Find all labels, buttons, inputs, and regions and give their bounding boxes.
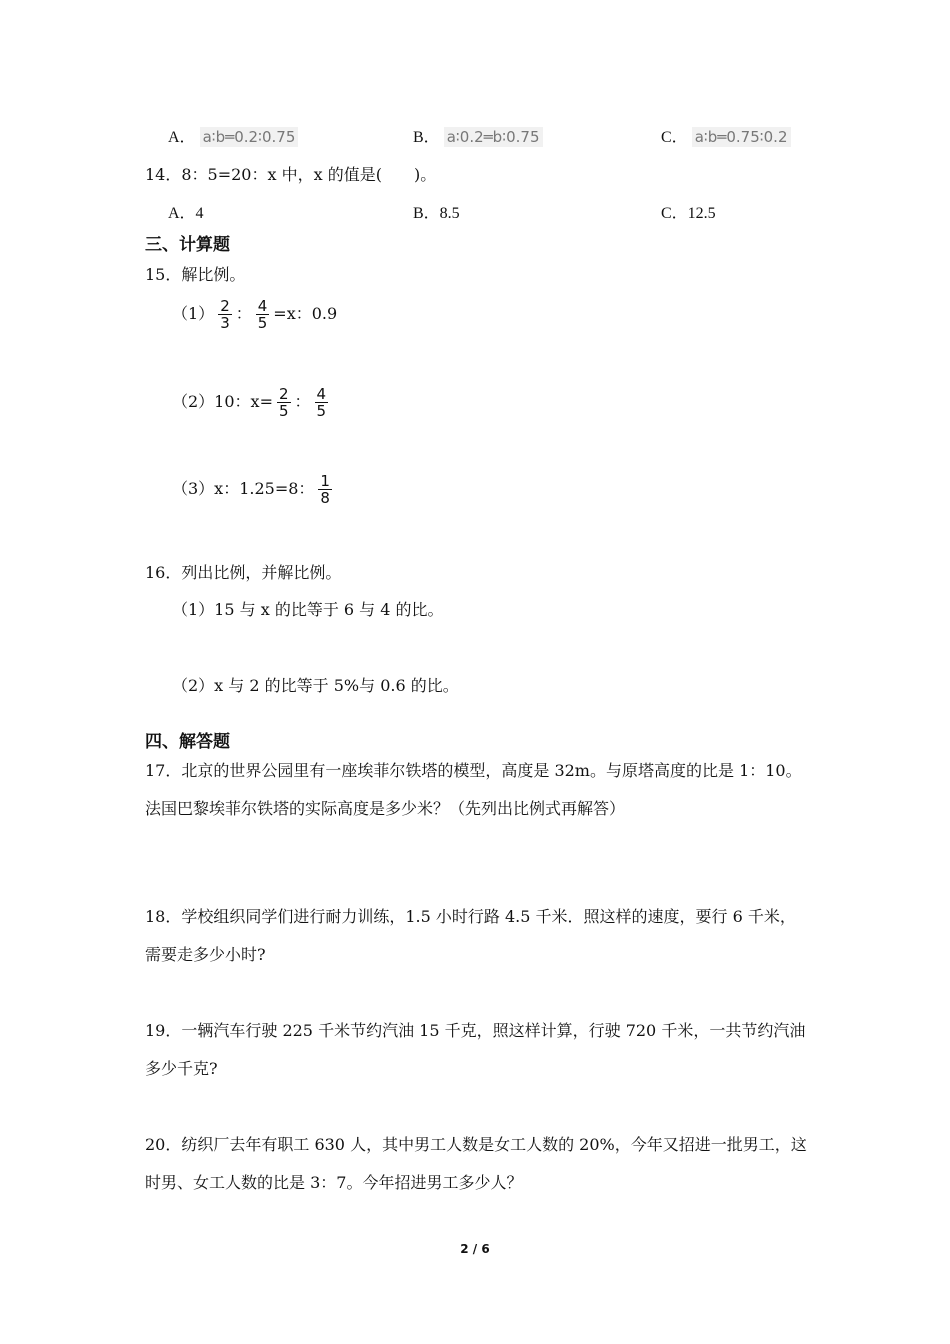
q13-option-c bbox=[661, 124, 791, 147]
fraction bbox=[218, 298, 232, 331]
q15-part-1 bbox=[172, 298, 337, 331]
numerator: 4 bbox=[257, 297, 268, 315]
numerator: 1 bbox=[320, 472, 330, 490]
denominator: 8 bbox=[320, 489, 330, 507]
denominator: 5 bbox=[316, 402, 327, 420]
q13-option-a bbox=[168, 124, 298, 147]
equation-tail: =x：0.9 bbox=[273, 304, 338, 323]
fraction bbox=[256, 298, 270, 331]
option-letter: A． bbox=[168, 129, 196, 146]
page-number: 2 / 6 bbox=[460, 1242, 490, 1256]
option-letter: C． bbox=[661, 129, 688, 146]
denominator: 5 bbox=[278, 402, 289, 420]
q17-text: 17．北京的世界公园里有一座埃菲尔铁塔的模型，高度是 32m。与原塔高度的比是 1：10。法国巴黎埃菲尔铁塔的实际高度是多少米？（先列出比例式再解答） bbox=[145, 761, 802, 818]
part-label: （2）10：x= bbox=[172, 392, 273, 411]
denominator: 5 bbox=[257, 314, 268, 332]
q16-part-1: （1）15 与 x 的比等于 6 与 4 的比。 bbox=[172, 600, 444, 619]
part-label: （3）x：1.25=8： bbox=[172, 479, 315, 498]
q14-option-a: A．4 bbox=[168, 205, 204, 222]
q13-option-b bbox=[413, 124, 543, 147]
option-letter: B． bbox=[413, 129, 440, 146]
q14-option-b: B．8.5 bbox=[413, 205, 460, 222]
formula-image: a∶b═0.2∶0.75 bbox=[200, 127, 299, 147]
ratio-sign: ： bbox=[235, 304, 252, 323]
numerator: 2 bbox=[220, 297, 230, 315]
q20-text: 20．纺织厂去年有职工 630 人，其中男工人数是女工人数的 20%，今年又招进一批男工，这时男、女工人数的比是 3：7。今年招进男工多少人？ bbox=[145, 1135, 807, 1192]
fraction bbox=[277, 386, 291, 419]
q14-option-c: C．12.5 bbox=[661, 205, 716, 222]
numerator: 4 bbox=[316, 385, 327, 403]
fraction bbox=[318, 473, 332, 506]
denominator: 3 bbox=[220, 314, 230, 332]
q19-text: 19．一辆汽车行驶 225 千米节约汽油 15 千克，照这样计算，行驶 720 千米，一共节约汽油多少千克? bbox=[145, 1021, 806, 1078]
q18-text: 18．学校组织同学们进行耐力训练，1.5 小时行路 4.5 千米．照这样的速度，要行 6 千米，需要走多少小时? bbox=[145, 907, 796, 964]
q16-text: 16．列出比例，并解比例。 bbox=[145, 563, 342, 582]
section-title-calculation: 三、计算题 bbox=[145, 235, 230, 255]
q14-text: 14．8：5=20：x 中，x 的值是( )。 bbox=[145, 165, 437, 184]
q16-part-2: （2）x 与 2 的比等于 5%与 0.6 的比。 bbox=[172, 676, 459, 695]
ratio-sign: ： bbox=[294, 392, 311, 411]
q15-text: 15．解比例。 bbox=[145, 265, 246, 284]
numerator: 2 bbox=[278, 385, 289, 403]
formula-image: a∶b═0.75∶0.2 bbox=[692, 127, 791, 147]
q15-part-2 bbox=[172, 386, 332, 419]
fraction bbox=[315, 386, 329, 419]
section-title-word-problems: 四、解答题 bbox=[145, 732, 230, 752]
q15-part-3 bbox=[172, 473, 336, 506]
formula-image: a∶0.2═b∶0.75 bbox=[444, 127, 543, 147]
part-label: （1） bbox=[172, 304, 215, 323]
